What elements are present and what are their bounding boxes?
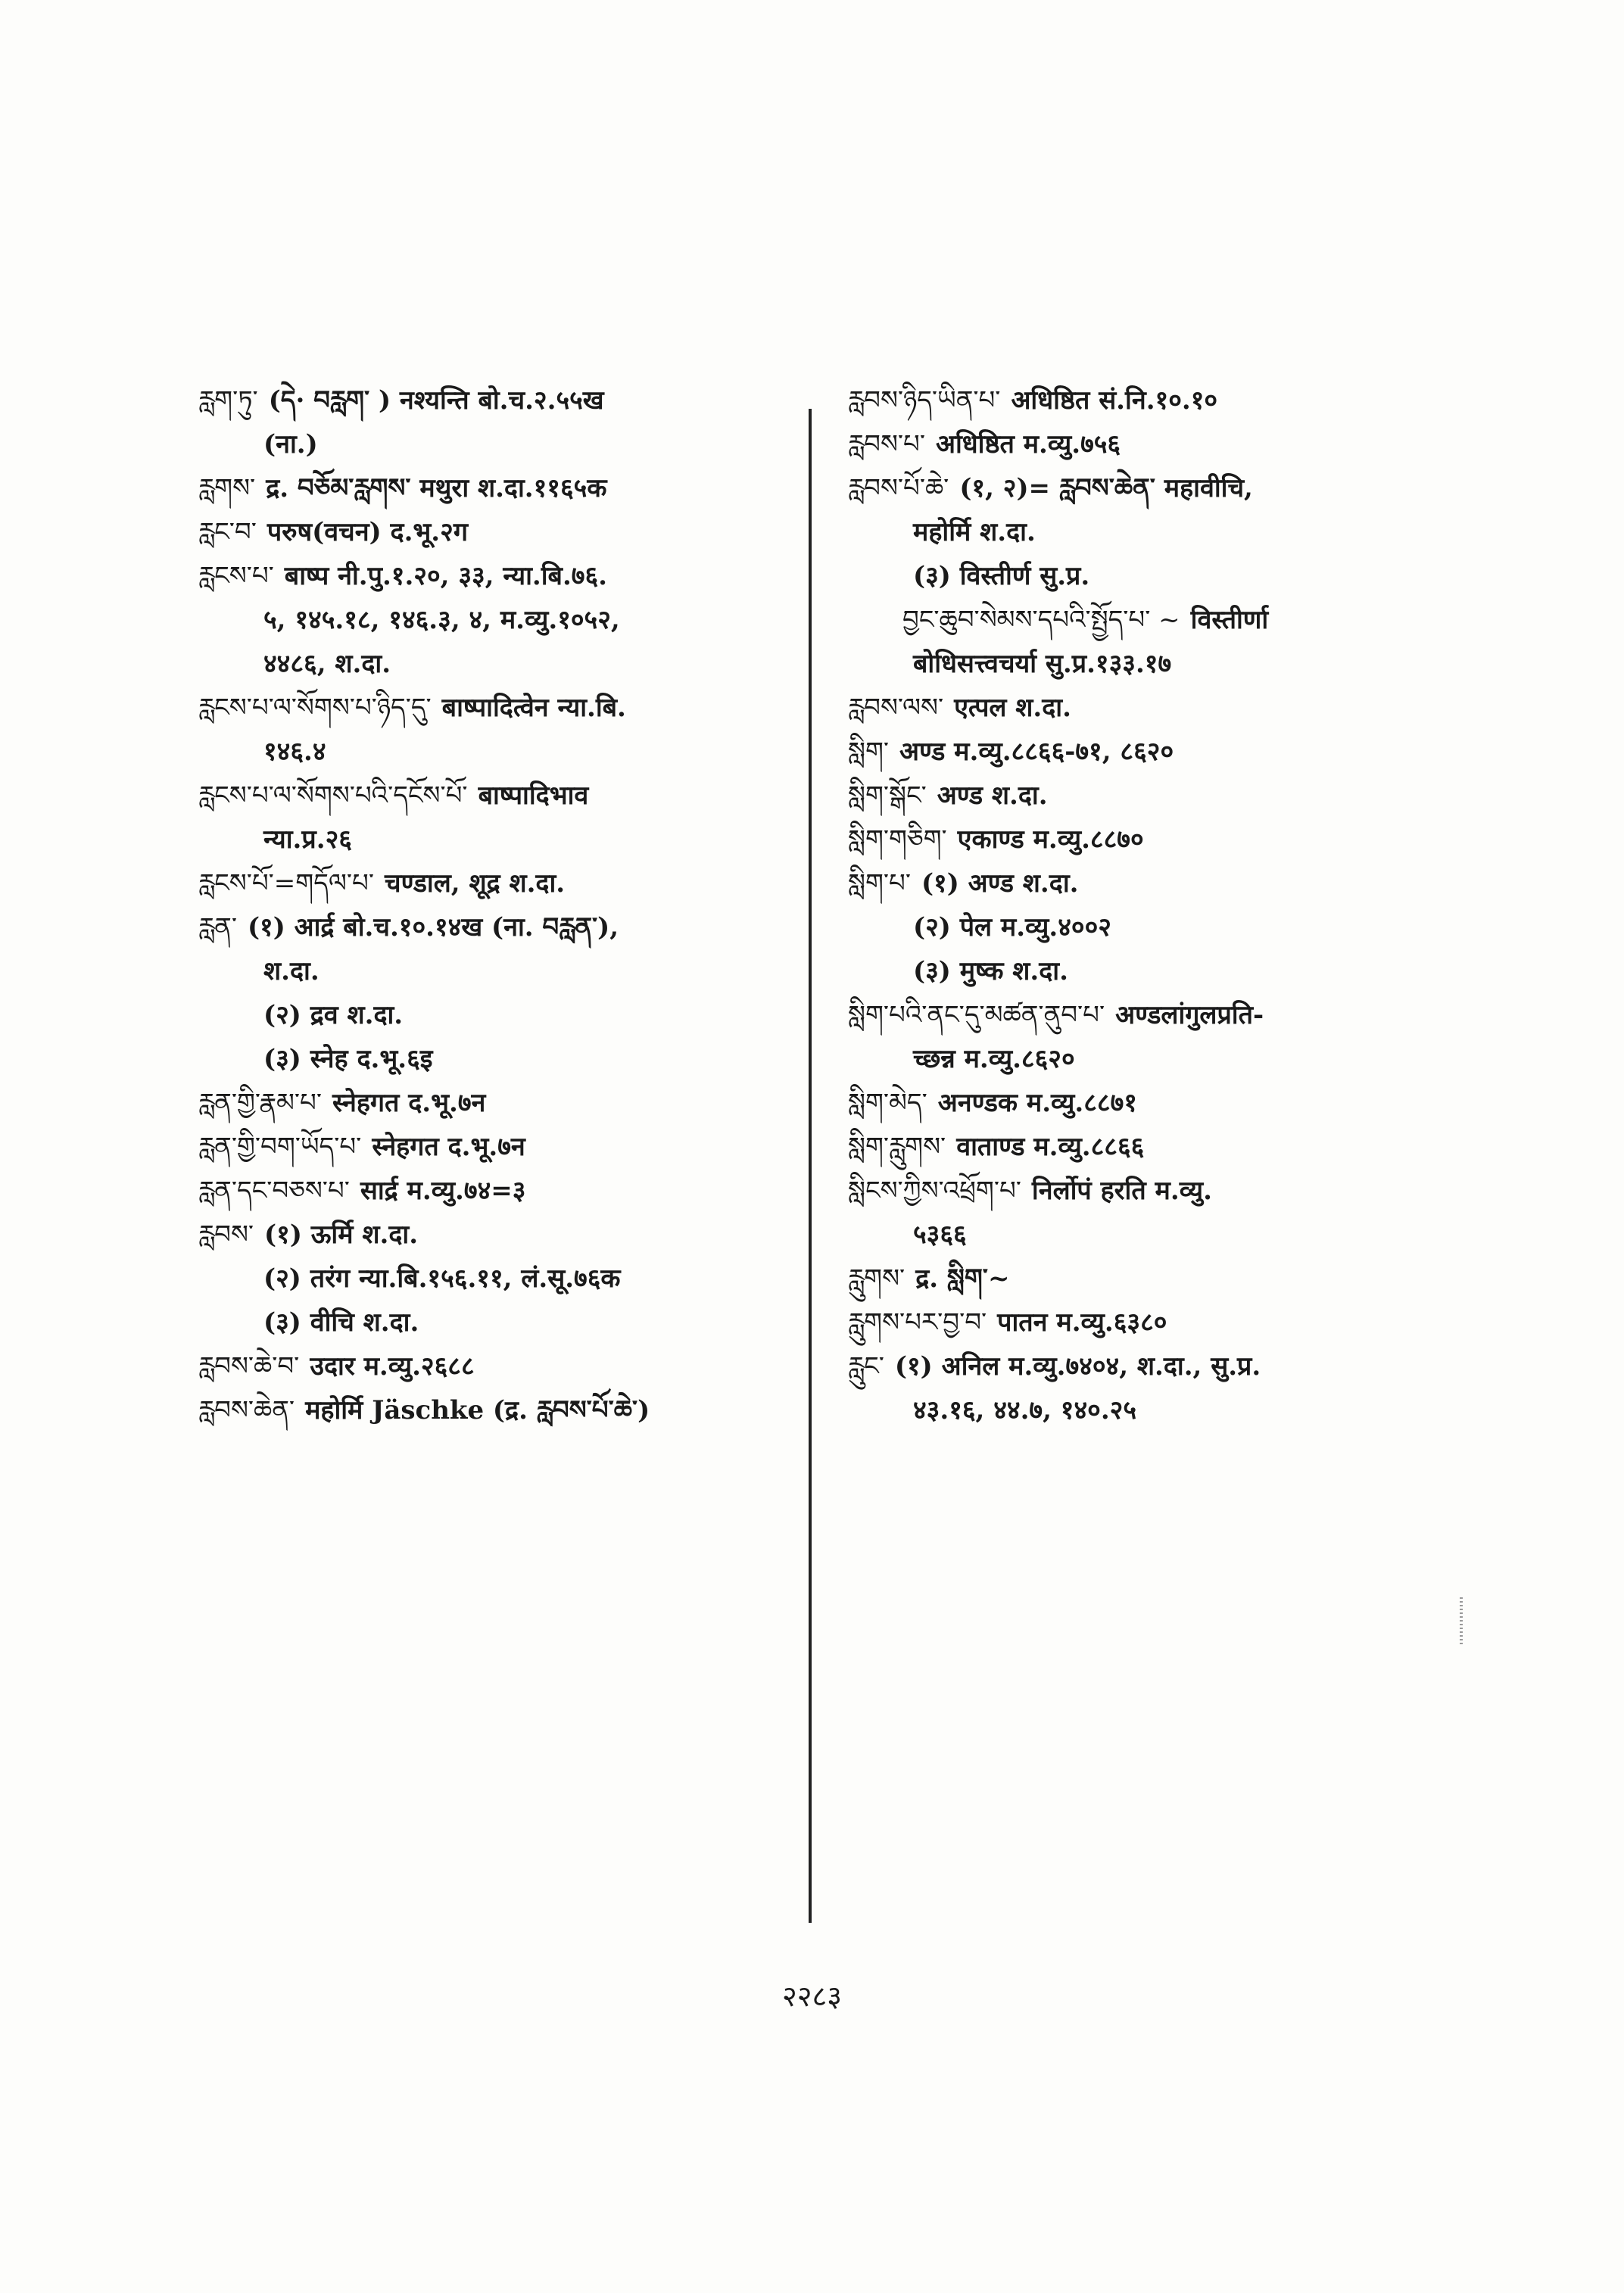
entry-definition: उदार म.व्यु.२६८८ bbox=[310, 1351, 475, 1382]
dictionary-entry bbox=[198, 510, 834, 554]
dictionary-entry bbox=[198, 818, 834, 861]
entry-definition: अण्ड श.दा. bbox=[937, 780, 1048, 811]
entry-definition: (३) मुष्क श.दा. bbox=[913, 956, 1068, 986]
dictionary-entry bbox=[848, 905, 1484, 949]
dictionary-entry bbox=[848, 466, 1484, 510]
entry-definition: सार्द्र म.व्यु.७४=३ bbox=[360, 1176, 526, 1206]
entry-definition: वाताण्ड म.व्यु.८८६६ bbox=[956, 1132, 1145, 1162]
entry-definition: ४३.१६, ४४.७, १४०.२५ bbox=[913, 1395, 1137, 1425]
dictionary-entry bbox=[848, 949, 1484, 993]
dictionary-entry bbox=[848, 861, 1484, 905]
entry-headword: རླན་ bbox=[198, 912, 237, 942]
dictionary-entry bbox=[198, 1081, 834, 1125]
entry-definition: स्नेहगत द.भू.७न bbox=[332, 1088, 486, 1118]
entry-definition: (२) द्रव श.दा. bbox=[263, 1000, 404, 1030]
entry-headword: སླིག་ bbox=[848, 737, 890, 767]
dictionary-entry bbox=[848, 1125, 1484, 1169]
entry-definition: (ना.) bbox=[263, 429, 318, 460]
dictionary-entry bbox=[848, 1301, 1484, 1344]
entry-definition: ४४८६, श.दा. bbox=[263, 649, 391, 679]
dictionary-entry bbox=[198, 1213, 834, 1257]
dictionary-entry bbox=[198, 554, 834, 598]
entry-headword: སླིག་མེད་ bbox=[848, 1088, 927, 1118]
entry-definition: ५३६६ bbox=[913, 1220, 967, 1250]
entry-definition: (३) स्नेह द.भू.६इ bbox=[263, 1044, 433, 1074]
entry-definition: बाष्प नी.पु.१.२०, ३३, न्या.बि.७६. bbox=[284, 561, 608, 591]
entry-definition: निर्लोपं हरति म.व्यु. bbox=[1031, 1176, 1212, 1206]
entry-definition: अण्ड म.व्यु.८८६६-७१, ८६२० bbox=[899, 737, 1174, 767]
entry-definition: अण्डलांगुलप्रति- bbox=[1115, 1000, 1264, 1030]
entry-definition: द्र. སླིག་~ bbox=[915, 1263, 1010, 1294]
dictionary-entry bbox=[198, 949, 834, 993]
entry-definition: परुष(वचन) द.भू.२ग bbox=[267, 517, 468, 547]
entry-headword: རླན་གྱི་བག་ཡོད་པ་ bbox=[198, 1132, 362, 1162]
entry-definition: चण्डाल, शूद्र श.दा. bbox=[384, 868, 566, 899]
entry-headword: རླུང་ bbox=[848, 1351, 884, 1382]
entry-headword: སླིག་པའི་ནང་དུ་མཚན་ནུབ་པ་ bbox=[848, 1000, 1105, 1030]
dictionary-entry bbox=[848, 642, 1484, 686]
right-column bbox=[848, 379, 1484, 1432]
entry-headword: སླིག་རླུགས་ bbox=[848, 1132, 946, 1162]
entry-headword: རླབས་པ་ bbox=[848, 429, 925, 460]
entry-definition: ५, १४५.१८, १४६.३, ४, म.व्यु.१०५२, bbox=[263, 605, 620, 635]
entry-headword: སླིག་སྒོང་ bbox=[848, 780, 927, 811]
entry-definition: (२) तरंग न्या.बि.१५६.११, लं.सू.७६क bbox=[263, 1263, 621, 1294]
dictionary-entry bbox=[198, 1388, 834, 1432]
entry-headword: རླངས་པ་ལ་སོགས་པ་ཉིད་དུ་ bbox=[198, 693, 432, 723]
entry-headword: རླངས་པ་ bbox=[198, 561, 274, 591]
entry-definition: अधिष्ठित सं.नि.१०.१० bbox=[1011, 385, 1218, 416]
entry-headword: རླུགས་ bbox=[848, 1263, 906, 1294]
dictionary-entry bbox=[198, 1257, 834, 1301]
dictionary-entry bbox=[848, 1388, 1484, 1432]
dictionary-entry bbox=[848, 1169, 1484, 1213]
entry-definition: (དེ· བརླག་ ) नश्यन्ति बो.च.२.५५ख bbox=[268, 385, 604, 416]
dictionary-entry bbox=[848, 774, 1484, 818]
entry-definition: (१, २)= རླབས་ཆེན་ महावीचि, bbox=[959, 473, 1253, 503]
dictionary-entry bbox=[848, 730, 1484, 774]
entry-definition: (१) अण्ड श.दा. bbox=[921, 868, 1079, 899]
entry-headword: སླིག་པ་ bbox=[848, 868, 911, 899]
dictionary-entry bbox=[198, 422, 834, 466]
entry-headword: རླགས་ bbox=[198, 473, 256, 503]
dictionary-entry bbox=[848, 379, 1484, 422]
entry-headword: རླུགས་པར་བྱ་བ་ bbox=[848, 1307, 987, 1338]
entry-headword: རླབས་ཆེན་ bbox=[198, 1395, 295, 1425]
dictionary-entry bbox=[848, 818, 1484, 861]
entry-headword: རླངས་པ་ལ་སོགས་པའི་དངོས་པོ་ bbox=[198, 780, 468, 811]
entry-definition: बाष्पादिभाव bbox=[478, 780, 589, 811]
dictionary-entry bbox=[198, 1037, 834, 1081]
dictionary-entry bbox=[848, 1213, 1484, 1257]
dictionary-entry bbox=[198, 1344, 834, 1388]
dictionary-entry bbox=[198, 598, 834, 642]
page-number: २२८३ bbox=[781, 1980, 843, 2013]
entry-headword: རླན་གྱི་རྣམ་པ་ bbox=[198, 1088, 322, 1118]
entry-definition: १४६.४ bbox=[263, 737, 326, 767]
entry-definition: (१) आर्द्र बो.च.१०.१४ख (ना. བརླན་), bbox=[247, 912, 619, 942]
entry-headword: རླབས་ཉིད་ཡིན་པ་ bbox=[848, 385, 1001, 416]
entry-headword: སླིག་གཅིག་ bbox=[848, 824, 947, 855]
entry-headword: རླག་ཏུ་ bbox=[198, 385, 258, 416]
dictionary-entry bbox=[848, 686, 1484, 730]
dictionary-entry bbox=[848, 1344, 1484, 1388]
dictionary-entry bbox=[198, 466, 834, 510]
dictionary-entry bbox=[848, 993, 1484, 1037]
dictionary-entry bbox=[198, 1169, 834, 1213]
entry-headword: རླབས་ཆེ་བ་ bbox=[198, 1351, 300, 1382]
entry-definition: अधिष्ठित म.व्यु.७५६ bbox=[935, 429, 1121, 460]
left-column bbox=[198, 379, 834, 1432]
entry-definition: श.दा. bbox=[263, 956, 320, 986]
dictionary-entry bbox=[848, 510, 1484, 554]
entry-definition: महोर्मि श.दा. bbox=[913, 517, 1036, 547]
entry-definition: बाष्पादित्वेन न्या.बि. bbox=[441, 693, 626, 723]
dictionary-entry bbox=[198, 379, 834, 422]
dictionary-entry bbox=[848, 1081, 1484, 1125]
entry-headword: རླན་དང་བཅས་པ་ bbox=[198, 1176, 350, 1206]
entry-headword: རླབས་པོ་ཆེ་ bbox=[848, 473, 949, 503]
dictionary-entry bbox=[848, 598, 1484, 642]
entry-definition: एत्पल श.दा. bbox=[954, 693, 1071, 723]
entry-definition: (२) पेल म.व्यु.४००२ bbox=[913, 912, 1111, 942]
entry-definition: (१) अनिल म.व्यु.७४०४, श.दा., सु.प्र. bbox=[894, 1351, 1261, 1382]
dictionary-entry bbox=[198, 861, 834, 905]
dictionary-entry bbox=[198, 730, 834, 774]
entry-definition: महोर्मि Jäschke (द्र. རླབས་པོ་ཆེ་) bbox=[305, 1395, 650, 1425]
entry-definition: च्छन्न म.व्यु.८६२० bbox=[913, 1044, 1075, 1074]
entry-headword: བྱང་ཆུབ་སེམས་དཔའི་སྤྱོད་པ་ ~ bbox=[902, 605, 1180, 635]
entry-headword: རླང་བ་ bbox=[198, 517, 257, 547]
entry-definition: द्र. བཅོམ་རླགས་ मथुरा श.दा.११६५क bbox=[266, 473, 607, 503]
dictionary-entry bbox=[198, 993, 834, 1037]
dictionary-entry bbox=[848, 554, 1484, 598]
dictionary-entry bbox=[198, 642, 834, 686]
entry-definition: एकाण्ड म.व्यु.८८७० bbox=[957, 824, 1144, 855]
dictionary-entry bbox=[198, 905, 834, 949]
entry-definition: अनण्डक म.व्यु.८८७१ bbox=[937, 1088, 1137, 1118]
entry-definition: (३) विस्तीर्ण सु.प्र. bbox=[913, 561, 1090, 591]
entry-definition: न्या.प्र.२६ bbox=[263, 824, 352, 855]
dictionary-entry bbox=[848, 1257, 1484, 1301]
dictionary-entry bbox=[848, 422, 1484, 466]
entry-headword: རླབས་ལས་ bbox=[848, 693, 944, 723]
entry-definition: (३) वीचि श.दा. bbox=[263, 1307, 419, 1338]
dictionary-entry bbox=[198, 1301, 834, 1344]
dictionary-entry bbox=[198, 1125, 834, 1169]
dictionary-entry bbox=[198, 774, 834, 818]
entry-definition: पातन म.व्यु.६३८० bbox=[997, 1307, 1167, 1338]
dictionary-entry bbox=[848, 1037, 1484, 1081]
entry-definition: (१) ऊर्मि श.दा. bbox=[264, 1220, 419, 1250]
dictionary-entry bbox=[198, 686, 834, 730]
entry-headword: རླངས་པོ་=གདོལ་པ་ bbox=[198, 868, 374, 899]
entry-definition: स्नेहगत द.भू.७न bbox=[372, 1132, 525, 1162]
entry-headword: སླིངས་ཀྱིས་འཕྲོག་པ་ bbox=[848, 1176, 1021, 1206]
column-divider bbox=[809, 409, 812, 1923]
entry-definition: बोधिसत्त्वचर्या सु.प्र.१३३.१७ bbox=[913, 649, 1172, 679]
entry-definition: विस्तीर्णा bbox=[1190, 605, 1269, 635]
margin-mark bbox=[1460, 1597, 1463, 1646]
entry-headword: རླབས་ bbox=[198, 1220, 254, 1250]
